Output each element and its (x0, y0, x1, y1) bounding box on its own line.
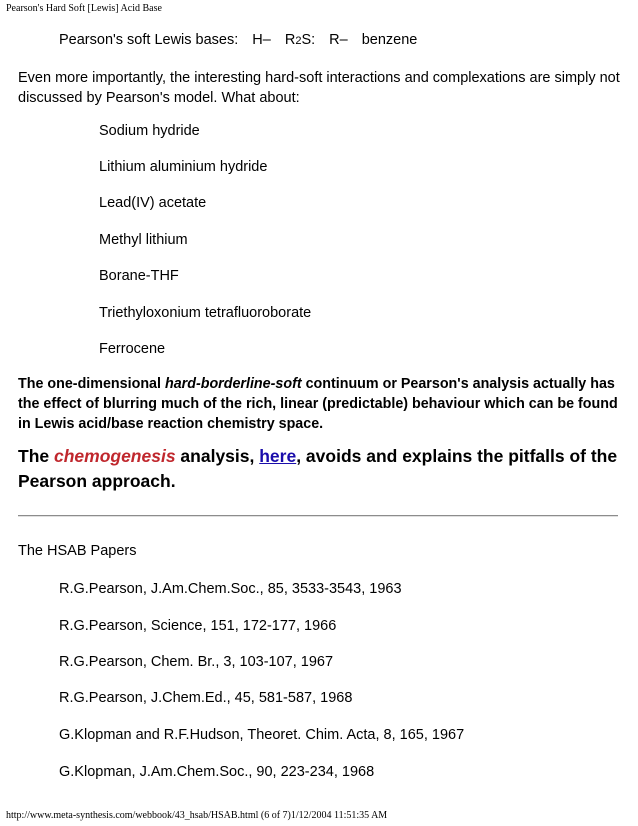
compound-item: Borane-THF (99, 268, 179, 284)
summary-text-start: The one-dimensional (18, 376, 165, 392)
intro-paragraph: Even more importantly, the interesting hard-soft interactions and complexations are simply not discussed by Pearson's model. What about: (18, 70, 620, 106)
compound-item: Ferrocene (99, 341, 166, 357)
papers-heading: The HSAB Papers (18, 543, 137, 559)
soft-base-hydride: H– (252, 32, 271, 48)
reference-item: G.Klopman, J.Am.Chem.Soc., 90, 223-234, 1968 (59, 764, 375, 780)
soft-base-carbanion: R– (329, 32, 348, 48)
reference-item: R.G.Pearson, Chem. Br., 3, 103-107, 1967 (59, 654, 334, 670)
conclusion-paragraph (18, 444, 623, 494)
soft-base-benzene: benzene (361, 32, 418, 48)
conclusion-text-end: , avoids and explains the pitfalls of the Pearson approach. (18, 446, 618, 491)
compound-item: Methyl lithium (99, 232, 188, 248)
conclusion-text-middle: analysis, (175, 446, 260, 466)
chemogenesis-term: chemogenesis (53, 446, 176, 466)
summary-paragraph (18, 374, 626, 434)
here-link[interactable]: here (259, 446, 297, 466)
compound-item: Lithium aluminium hydride (99, 159, 268, 175)
compound-item: Lead(IV) acetate (99, 195, 207, 211)
soft-bases-label: Pearson's soft Lewis bases: (59, 32, 239, 48)
summary-text-end: continuum or Pearson's analysis actually has the effect of blurring much of the rich, linear (predictable) behaviour which can be found in Lewis acid/base reaction chemistry space. (18, 376, 618, 432)
soft-bases-line (59, 31, 431, 50)
reference-item: R.G.Pearson, J.Am.Chem.Soc., 85, 3533-3543, 1963 (59, 581, 402, 597)
soft-base-sulfide: S: (301, 32, 316, 48)
summary-emphasis: hard-borderline-soft (164, 376, 302, 392)
compound-item: Triethyloxonium tetrafluoroborate (99, 305, 312, 321)
reference-item: G.Klopman and R.F.Hudson, Theoret. Chim. Acta, 8, 165, 1967 (59, 727, 465, 743)
print-header: Pearson's Hard Soft [Lewis] Acid Base (6, 3, 162, 14)
reference-item: R.G.Pearson, Science, 151, 172-177, 1966 (59, 618, 337, 634)
compound-item: Sodium hydride (99, 123, 200, 139)
print-footer: http://www.meta-synthesis.com/webbook/43_hsab/HSAB.html (6 of 7)1/12/2004 11:51:35 AM (6, 810, 388, 821)
horizontal-rule (18, 515, 618, 517)
reference-item: R.G.Pearson, J.Chem.Ed., 45, 581-587, 1968 (59, 690, 353, 706)
conclusion-text-start: The (18, 446, 54, 466)
soft-base-r: R (284, 32, 296, 48)
soft-base-subscript: 2 (295, 35, 302, 47)
